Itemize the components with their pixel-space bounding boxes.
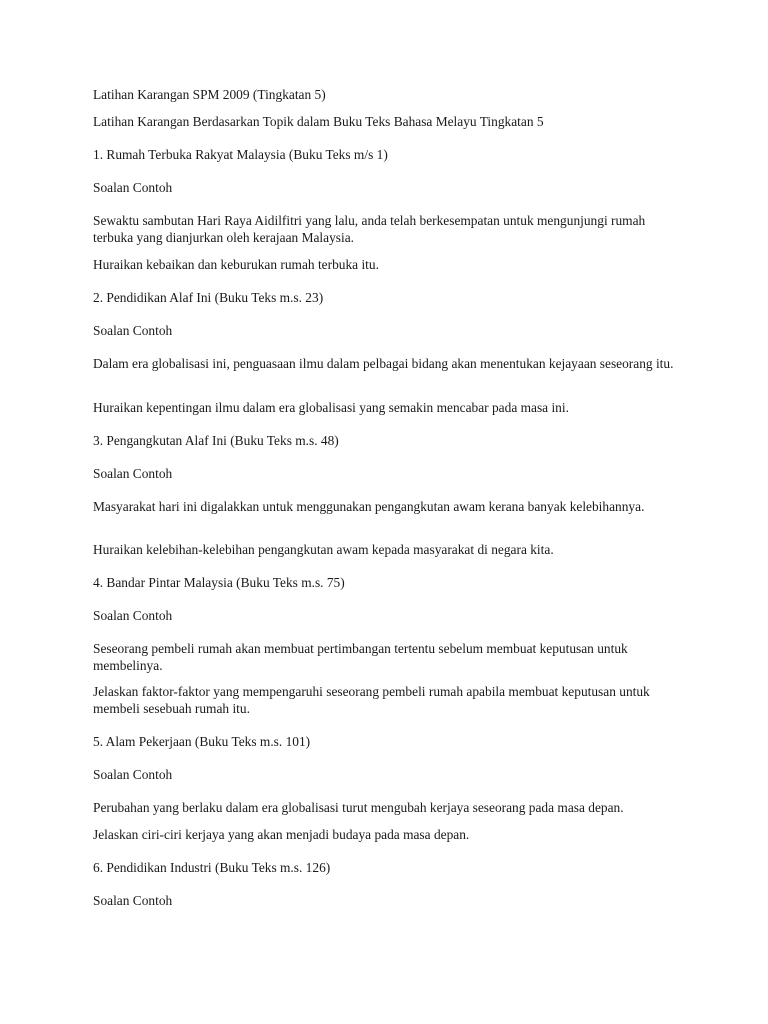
section-label-6: Soalan Contoh (93, 893, 173, 908)
section-paragraph-5a: Perubahan yang berlaku dalam era globalisasi turut mengubah kerjaya seseorang pada masa depan. (93, 800, 624, 815)
section-paragraph-1a: Sewaktu sambutan Hari Raya Aidilfitri yang lalu, anda telah berkesempatan untuk mengunjungi rumah terbuka yang dianjurkan oleh kerajaan Malaysia. (93, 213, 646, 245)
section-paragraph-3a: Masyarakat hari ini digalakkan untuk menggunakan pengangkutan awam kerana banyak kelebihannya. (93, 499, 645, 514)
section-heading-3: 3. Pengangkutan Alaf Ini (Buku Teks m.s. 48) (93, 433, 339, 448)
section-heading-1: 1. Rumah Terbuka Rakyat Malaysia (Buku Teks m/s 1) (93, 147, 388, 162)
section-label-2: Soalan Contoh (93, 323, 173, 338)
document-subtitle: Latihan Karangan Berdasarkan Topik dalam Buku Teks Bahasa Melayu Tingkatan 5 (93, 114, 544, 129)
section-paragraph-3b: Huraikan kelebihan-kelebihan pengangkutan awam kepada masyarakat di negara kita. (93, 542, 554, 557)
section-paragraph-5b: Jelaskan ciri-ciri kerjaya yang akan menjadi budaya pada masa depan. (93, 827, 470, 842)
section-paragraph-4a: Seseorang pembeli rumah akan membuat pertimbangan tertentu sebelum membuat keputusan untuk membelinya. (93, 641, 628, 673)
section-paragraph-4b: Jelaskan faktor-faktor yang mempengaruhi seseorang pembeli rumah apabila membuat keputusan untuk membeli sesebuah rumah itu. (93, 684, 650, 716)
section-heading-2: 2. Pendidikan Alaf Ini (Buku Teks m.s. 23) (93, 290, 324, 305)
section-heading-4: 4. Bandar Pintar Malaysia (Buku Teks m.s. 75) (93, 575, 345, 590)
section-heading-6: 6. Pendidikan Industri (Buku Teks m.s. 126) (93, 860, 331, 875)
document-title: Latihan Karangan SPM 2009 (Tingkatan 5) (93, 87, 326, 102)
section-heading-5: 5. Alam Pekerjaan (Buku Teks m.s. 101) (93, 734, 311, 749)
section-paragraph-2b: Huraikan kepentingan ilmu dalam era globalisasi yang semakin mencabar pada masa ini. (93, 400, 569, 415)
section-label-1: Soalan Contoh (93, 180, 173, 195)
section-paragraph-2a: Dalam era globalisasi ini, penguasaan ilmu dalam pelbagai bidang akan menentukan kejayaan seseorang itu. (93, 356, 674, 371)
section-paragraph-1b: Huraikan kebaikan dan keburukan rumah terbuka itu. (93, 257, 379, 272)
section-label-3: Soalan Contoh (93, 466, 173, 481)
section-label-5: Soalan Contoh (93, 767, 173, 782)
section-label-4: Soalan Contoh (93, 608, 173, 623)
